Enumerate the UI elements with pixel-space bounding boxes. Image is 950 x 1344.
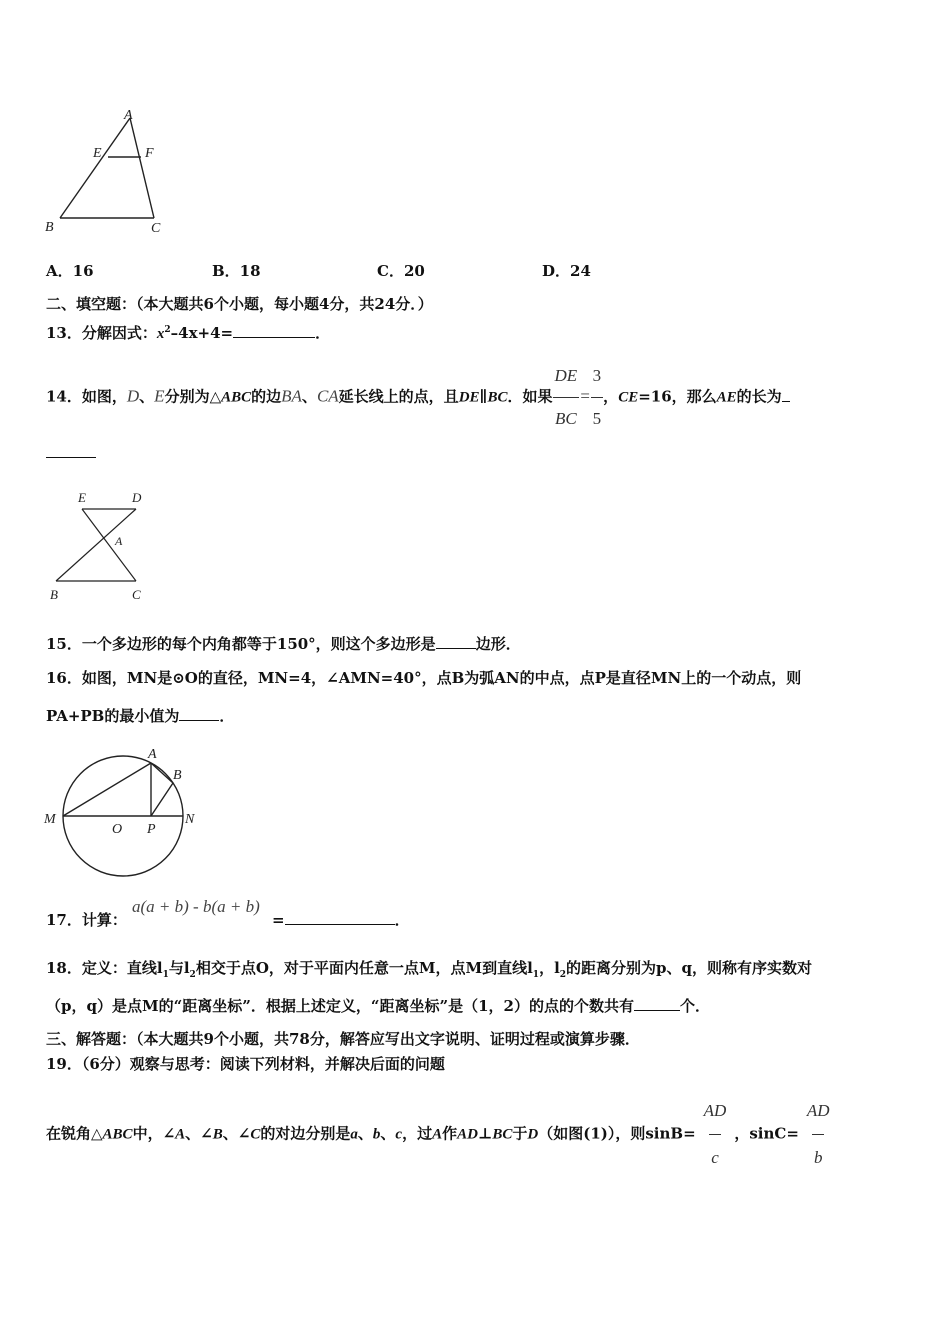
answer-blank-cont[interactable]	[46, 457, 96, 458]
label-M: M	[44, 812, 56, 827]
section2-heading: 二、填空题：（本大题共6个小题，每小题4分，共24分．）	[46, 295, 433, 313]
option-c: C．20	[377, 262, 425, 280]
question-17-prefix: 17．计算：	[46, 911, 127, 929]
answer-blank[interactable]	[634, 996, 680, 1011]
label-E: E	[93, 146, 102, 161]
question-18-line2: （p，q）是点M的“距离坐标”．根据上述定义，“距离坐标”是（1，2）的点的个数共有 个．	[46, 997, 710, 1015]
question-14: 14．如图，D、E分别为△ABC的边BA、CA延长线上的点，且DE∥BC．如果 $\frac{DE}{BC}$ = $\frac{3}{5}$ ，CE=16，那么AE的长为	[46, 356, 790, 396]
label-N: N	[185, 812, 195, 827]
question-18-line1: 18．定义：直线$l_1$与$l_2$相交于点O，对于平面内任意一点M，点M到直线$l_1$，$l_2$的距离分别为p、q，则称有序实数对	[46, 959, 813, 980]
label-B: B	[45, 220, 54, 235]
answer-blank[interactable]	[436, 634, 476, 649]
figure-hourglass	[40, 485, 165, 610]
option-b: B．18	[212, 262, 261, 280]
label-B: B	[50, 587, 58, 602]
label-D: D	[132, 490, 142, 505]
label-C: C	[132, 587, 141, 602]
question-15: 15．一个多边形的每个内角都等于150°，则这个多边形是 边形．	[46, 635, 521, 653]
fraction-ad-c: $\frac{AD}{c}$	[702, 1089, 729, 1180]
question-17-answer: = ．	[272, 911, 410, 929]
label-B: B	[173, 768, 182, 783]
fraction-3-5: $\frac{3}{5}$	[591, 356, 604, 439]
question-13: 13．分解因式：$x^2-4x+4=$ ．	[46, 324, 331, 342]
answer-blank[interactable]	[285, 910, 395, 925]
question-16-line2: PA+PB的最小值为 ．	[46, 707, 235, 725]
figure-triangle-abc-ef	[40, 105, 175, 240]
question-17-expr: a(a + b) - b(a + b)	[132, 897, 260, 916]
label-A: A	[115, 534, 123, 548]
label-E: E	[78, 490, 86, 505]
label-A: A	[148, 747, 157, 762]
question-19-title: 19．（6分）观察与思考：阅读下列材料，并解决后面的问题	[46, 1055, 445, 1073]
fraction-ad-b: $\frac{AD}{b}$	[805, 1089, 832, 1180]
label-A: A	[124, 108, 133, 123]
option-d: D．24	[542, 262, 591, 280]
label-F: F	[145, 146, 154, 161]
section3-heading: 三、解答题：（本大题共9个小题，共78分，解答应写出文字说明、证明过程或演算步骤．	[46, 1030, 640, 1048]
label-C: C	[151, 221, 161, 236]
fraction-de-bc: $\frac{DE}{BC}$	[553, 356, 580, 439]
option-a: A．16	[46, 262, 94, 280]
answer-blank[interactable]	[179, 706, 219, 721]
question-16-line1: 16．如图，MN是⊙O的直径，MN=4，∠AMN=40°，点B为弧AN的中点，点P是直径MN上的一个动点，则	[46, 669, 802, 687]
label-P: P	[147, 822, 156, 837]
answer-blank-start[interactable]	[782, 387, 790, 402]
question-19-body: 在锐角△ABC中，∠A、∠B、∠C的对边分别是a、b、c，过A作AD⊥BC于D（如图(1)），则sinB= $\frac{AD}{c}$ ，sinC= $\frac{AD}{b}$	[46, 1089, 832, 1133]
label-O: O	[112, 822, 123, 837]
figure-circle	[40, 745, 205, 880]
answer-blank[interactable]	[233, 323, 315, 338]
